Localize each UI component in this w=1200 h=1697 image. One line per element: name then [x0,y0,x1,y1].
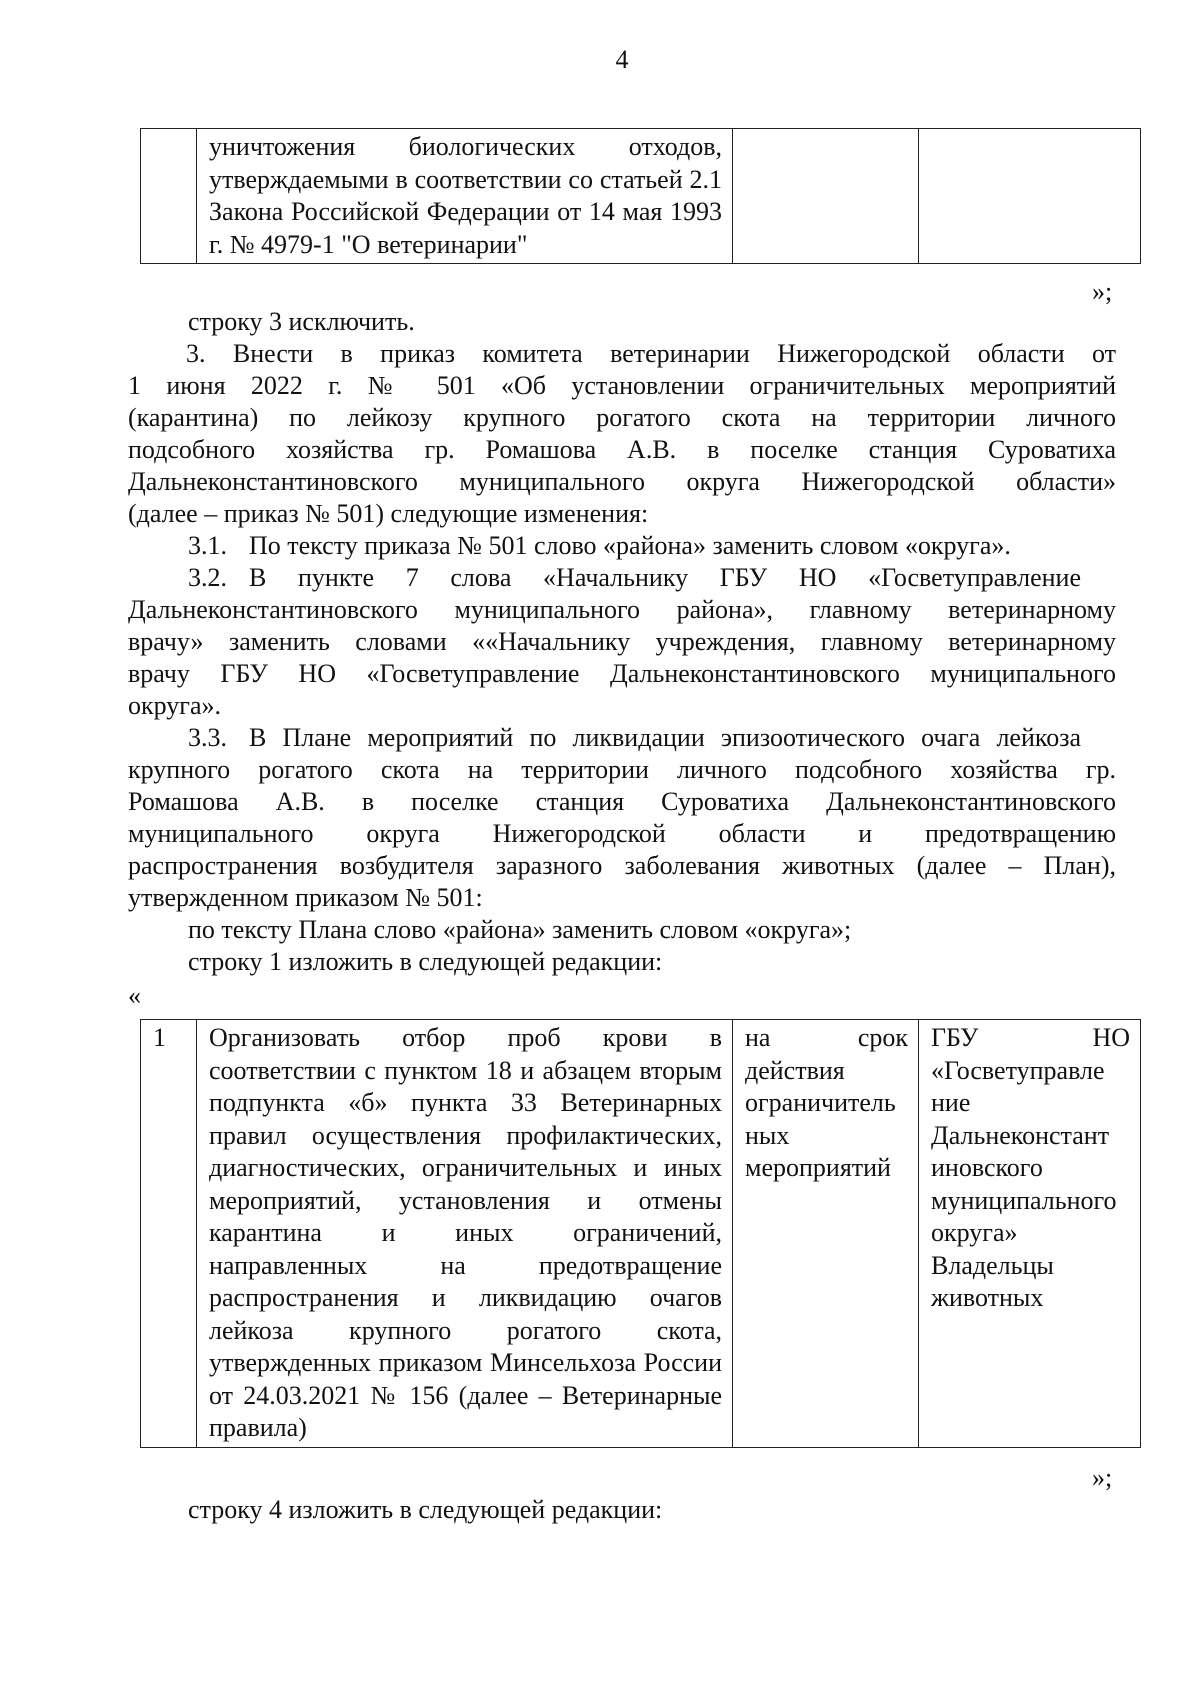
row-number-cell: 1 [141,1020,197,1448]
opening-quote: « [128,981,141,1010]
row-number-cell [141,129,197,264]
paragraph-3-2-line: округа». [128,691,221,720]
paragraph-3-3-line: Ромашова А.В. в поселке станция Суроватиха Дальнеконстантиновского [128,787,1116,816]
paragraph-row-1-intro: строку 1 изложить в следующей редакции: [188,947,663,976]
paragraph-3-3-line: муниципального округа Нижегородской области и предотвращению [128,819,1116,848]
page-number: 4 [615,45,629,74]
paragraph-3-line: 3. Внести в приказ комитета ветеринарии Нижегородской области от [186,339,1116,368]
closing-quote: »; [1092,277,1113,306]
term-cell: на срок действия ограничитель ных мероприятий [733,1020,919,1448]
paragraph-3-2-line: Дальнеконстантиновского муниципального района», главному ветеринарному [128,595,1116,624]
paragraph-3-2-first-line [188,562,1116,594]
paragraph-3-line: (далее – приказ № 501) следующие изменения: [128,499,649,528]
item-number: 3.1. [188,531,227,560]
item-number: 3.3. [188,723,227,752]
responsible-cell [919,129,1141,264]
paragraph-3-line: (карантина) по лейкозу крупного рогатого скота на территории личного [128,403,1116,432]
paragraph-3-2-line: врачу» заменить словами ««Начальнику учреждения, главному ветеринарному [128,627,1116,656]
table-row [141,129,1141,264]
responsible-cell: ГБУ НО «Госветуправле ние Дальнеконстант иновского муниципального округа» Владельцы животных [919,1020,1141,1448]
term-cell [733,129,919,264]
plan-table-continued [140,128,1141,264]
paragraph-3-2-line: врачу ГБУ НО «Госветуправление Дальнеконстантиновского муниципального [128,659,1116,688]
paragraph-replace-word: по тексту Плана слово «района» заменить словом «округа»; [188,915,852,944]
paragraph-3-1 [188,530,1116,562]
plan-table-row-1 [140,1019,1141,1448]
paragraph-3-3-line: распространения возбудителя заразного заболевания животных (далее – План), [128,851,1116,880]
measure-text-cell: Организовать отбор проб крови в соответствии с пунктом 18 и абзацем вторым подпункта «б» пункта 33 Ветеринарных правил осуществления профилактических, диагностических, ограничительных и иных мероприятий, установления и отмены карантина и иных ограничений, направленных на предотвращение распространения и ликвидацию очагов лейкоза крупного рогатого скота, утвержденных приказом Минсельхоза России от 24.03.2021 № 156 (далее – Ветеринарные правила) [197,1020,733,1448]
paragraph-3-3-first-line [188,722,1116,754]
closing-quote: »; [1092,1463,1113,1492]
item-text: В пункте 7 слова «Начальнику ГБУ НО «Госветуправление [249,563,1081,592]
item-text: По тексту приказа № 501 слово «района» заменить словом «округа». [249,531,1011,560]
paragraph-3-3-line: утвержденном приказом № 501: [128,883,483,912]
paragraph-3-line: подсобного хозяйства гр. Ромашова А.В. в поселке станция Суроватиха [128,435,1116,464]
paragraph-exclude-row-3: строку 3 исключить. [188,307,415,336]
paragraph-row-4-intro: строку 4 изложить в следующей редакции: [188,1495,663,1524]
item-text: В Плане мероприятий по ликвидации эпизоотического очага лейкоза [249,723,1081,752]
paragraph-3-line: 1 июня 2022 г. № 501 «Об установлении ограничительных мероприятий [128,371,1116,400]
paragraph-3-3-line: крупного рогатого скота на территории личного подсобного хозяйства гр. [128,755,1116,784]
measure-text-cell: уничтожения биологических отходов, утверждаемыми в соответствии со статьей 2.1 Закона Российской Федерации от 14 мая 1993 г. № 4979-1 "О ветеринарии" [197,129,733,264]
table-row [141,1020,1141,1448]
paragraph-3-line: Дальнеконстантиновского муниципального округа Нижегородской области» [128,467,1116,496]
item-number: 3.2. [188,563,227,592]
